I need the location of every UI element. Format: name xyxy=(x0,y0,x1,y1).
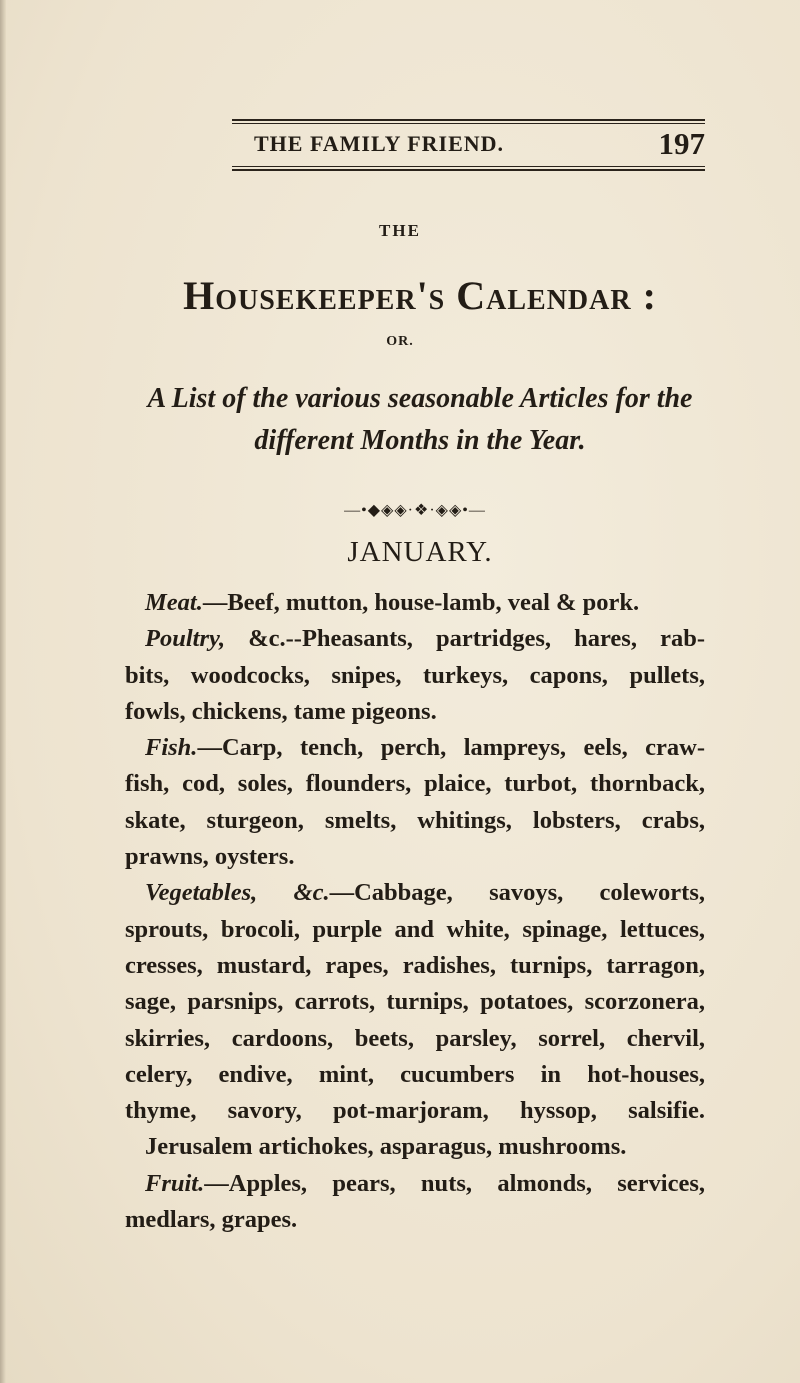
header-rule-top xyxy=(232,119,705,121)
subtitle xyxy=(20,378,800,462)
page-title: Housekeeper's Calendar : xyxy=(183,273,657,318)
vegetables-line-5: skirries, cardoons, beets, parsley, sorrel, chervil, xyxy=(125,1024,705,1052)
page-gutter-shadow xyxy=(0,0,6,1383)
header-rule-top-thin xyxy=(232,123,705,124)
meat-label: Meat. xyxy=(145,589,203,616)
subtitle-line-1: A List of the various seasonable Articles for the xyxy=(147,383,693,414)
meat-entry xyxy=(125,585,705,621)
fruit-line-2: medlars, grapes. xyxy=(125,1206,298,1234)
vegetables-label: Vegetables, &c. xyxy=(145,879,330,907)
fish-line-2: fish, cod, soles, flounders, plaice, turbot, thornback, xyxy=(125,770,705,798)
vegetables-line-8: Jerusalem artichokes, asparagus, mushrooms. xyxy=(145,1133,627,1161)
header-rule-bottom xyxy=(232,169,705,171)
meat-line-1: —Beef, mutton, house-lamb, veal & pork. xyxy=(202,589,640,616)
running-head xyxy=(232,128,705,162)
vegetables-line-7: thyme, savory, pot-marjoram, hyssop, salsifie. xyxy=(125,1097,705,1125)
running-head-title: THE FAMILY FRIEND. xyxy=(254,131,505,156)
vegetables-line-6: celery, endive, mint, cucumbers in hot-houses, xyxy=(125,1060,705,1088)
fish-entry xyxy=(125,730,705,766)
calendar-body xyxy=(125,585,705,1238)
vegetables-line-3: cresses, mustard, rapes, radishes, turnips, tarragon, xyxy=(125,951,705,979)
header-rule-bottom-thin xyxy=(232,166,705,167)
fish-line-4: prawns, oysters. xyxy=(125,843,295,871)
page-number: 197 xyxy=(658,126,705,161)
fruit-entry xyxy=(125,1166,705,1202)
fish-line-3: skate, sturgeon, smelts, whitings, lobsters, crabs, xyxy=(125,806,705,834)
poultry-line-3: fowls, chickens, tame pigeons. xyxy=(125,697,437,725)
vegetables-entry xyxy=(125,875,705,911)
vegetables-line-2: sprouts, brocoli, purple and white, spinage, lettuces, xyxy=(125,915,705,943)
ornament-divider: —•◆◈◈·❖·◈◈•— xyxy=(344,502,486,519)
fish-label: Fish. xyxy=(145,734,198,762)
subtitle-line-2: different Months in the Year. xyxy=(254,425,586,456)
poultry-line-2: bits, woodcocks, snipes, turkeys, capons, pullets, xyxy=(125,661,705,689)
poultry-entry xyxy=(125,621,705,657)
pre-title: THE xyxy=(379,221,421,240)
vegetables-line-4: sage, parsnips, carrots, turnips, potatoes, scorzonera, xyxy=(125,988,705,1016)
title-conjunction: OR. xyxy=(386,334,414,349)
fruit-line-1: —Apples, pears, nuts, almonds, services, xyxy=(204,1169,705,1197)
fruit-label: Fruit. xyxy=(145,1169,205,1197)
fish-line-1: —Carp, tench, perch, lampreys, eels, craw- xyxy=(197,734,705,762)
poultry-line-1: &c.--Pheasants, partridges, hares, rab- xyxy=(225,625,705,653)
poultry-label: Poultry, xyxy=(145,625,226,653)
month-heading: JANUARY. xyxy=(347,536,493,568)
vegetables-line-1: —Cabbage, savoys, coleworts, xyxy=(329,879,705,907)
